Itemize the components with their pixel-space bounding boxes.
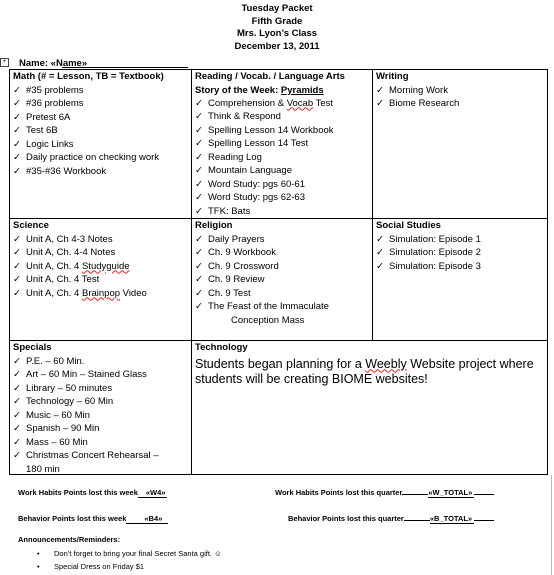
list-item: ✓ Reading Log xyxy=(195,151,262,163)
list-item: ✓ Unit A, Ch. 4 Brainpop Video xyxy=(13,287,147,299)
checkmark-icon: ✓ xyxy=(195,260,203,272)
list-item: ✓ Comprehension & Vocab Test xyxy=(195,97,333,109)
list-item: ✓ Unit A, Ch. 4-4 Notes xyxy=(13,247,116,258)
checkmark-icon: ✓ xyxy=(195,287,203,299)
checkmark-icon: ✓ xyxy=(195,178,203,190)
work-habits-week: Work Habits Points lost this week «W4» xyxy=(18,488,166,497)
specials-title: Specials xyxy=(13,342,52,353)
header-title: Tuesday Packet xyxy=(241,3,313,14)
list-item: ✓ #36 problems xyxy=(13,98,84,109)
list-item: ✓ Spanish – 90 Min xyxy=(13,423,100,434)
specials-cell xyxy=(9,340,192,475)
bullet-icon: • xyxy=(37,549,40,558)
list-item: ✓ Logic Links xyxy=(13,138,74,150)
checkmark-icon: ✓ xyxy=(13,152,21,163)
science-cell xyxy=(9,218,192,341)
list-item: ✓ P.E. – 60 Min. xyxy=(13,355,85,367)
list-item: ✓ Unit A, Ch. 4 Test xyxy=(13,274,100,285)
list-item: ✓ Spelling Lesson 14 Workbook xyxy=(195,124,334,136)
announcement-item: • Don’t forget to bring your final Secret Santa gift. ☺ xyxy=(37,549,222,558)
checkmark-icon: ✓ xyxy=(376,98,384,109)
announcements-list xyxy=(37,547,222,573)
checkmark-icon: ✓ xyxy=(13,165,21,177)
list-item: ✓ Ch. 9 Test xyxy=(195,287,251,299)
religion-cell xyxy=(191,218,373,341)
checkmark-icon: ✓ xyxy=(376,247,384,258)
bullet-icon: • xyxy=(37,562,40,571)
announcements-title: Announcements/Reminders: xyxy=(18,535,121,544)
checkmark-icon: ✓ xyxy=(13,423,21,434)
list-item: ✓ Morning Work xyxy=(376,84,448,96)
checkmark-icon: ✓ xyxy=(195,274,203,285)
name-field: Name: «Name» xyxy=(19,58,88,69)
behavior-week: Behavior Points lost this week «B4» xyxy=(18,514,168,523)
table-move-handle-icon[interactable]: + xyxy=(0,58,9,67)
behavior-quarter: Behavior Points lost this quarter «B_TOTAL» xyxy=(288,514,494,523)
checkmark-icon: ✓ xyxy=(13,111,21,123)
list-item: ✓ #35-#36 Workbook xyxy=(13,165,107,177)
list-item: ✓ Mass – 60 Min xyxy=(13,436,88,448)
header-class: Mrs. Lyon’s Class xyxy=(236,28,318,39)
work-habits-quarter-value: «W_TOTAL» xyxy=(428,488,473,497)
checkmark-icon: ✓ xyxy=(195,124,203,136)
list-item: ✓ Biome Research xyxy=(376,98,460,109)
checkmark-icon: ✓ xyxy=(13,436,21,448)
reading-cell xyxy=(191,69,373,219)
checkmark-icon: ✓ xyxy=(376,233,384,245)
checkmark-icon: ✓ xyxy=(195,247,203,258)
writing-cell xyxy=(372,69,548,219)
technology-title: Technology xyxy=(195,342,248,353)
checkmark-icon: ✓ xyxy=(13,125,21,136)
checkmark-icon: ✓ xyxy=(376,84,384,96)
checkmark-icon: ✓ xyxy=(13,98,21,109)
checkmark-icon: ✓ xyxy=(13,355,21,367)
checkmark-icon: ✓ xyxy=(195,111,203,122)
checkmark-icon: ✓ xyxy=(195,205,203,217)
list-item: ✓ Music – 60 Min xyxy=(13,409,90,421)
checkmark-icon: ✓ xyxy=(13,396,21,407)
list-item: ✓ Simulation: Episode 3 xyxy=(376,260,481,272)
checkmark-icon: ✓ xyxy=(195,151,203,163)
list-item: ✓ Daily practice on checking work xyxy=(13,152,160,163)
list-item: ✓ Spelling Lesson 14 Test xyxy=(195,138,309,149)
behavior-week-value: «B4» xyxy=(126,514,168,524)
name-underline xyxy=(62,67,188,68)
list-item: ✓ Art – 60 Min – Stained Glass xyxy=(13,369,147,380)
list-item: ✓ Unit A, Ch. 4 Studyguide xyxy=(13,260,130,272)
checkmark-icon: ✓ xyxy=(195,97,203,109)
assignment-table xyxy=(9,69,548,475)
list-item: ✓ Test 6B xyxy=(13,125,58,136)
list-item: ✓ Library – 50 minutes xyxy=(13,382,113,394)
page-edge xyxy=(551,475,552,575)
header-date: December 13, 2011 xyxy=(234,40,320,52)
behavior-quarter-value: «B_TOTAL» xyxy=(429,514,473,523)
list-item: ✓ The Feast of the Immaculate xyxy=(195,301,329,312)
checkmark-icon: ✓ xyxy=(195,301,203,312)
list-item-continuation: 180 min xyxy=(26,463,60,475)
list-item: ✓ Mountain Language xyxy=(195,165,292,176)
checkmark-icon: ✓ xyxy=(13,84,21,96)
checkmark-icon: ✓ xyxy=(13,287,21,299)
social-studies-cell xyxy=(372,218,548,341)
reading-title: Reading / Vocab. / Language Arts xyxy=(195,71,345,82)
list-item: ✓ Daily Prayers xyxy=(195,233,265,245)
checkmark-icon: ✓ xyxy=(195,233,203,245)
checkmark-icon: ✓ xyxy=(13,260,21,272)
list-item: ✓ Pretest 6A xyxy=(13,111,71,123)
checkmark-icon: ✓ xyxy=(13,409,21,421)
list-item-continuation: Conception Mass xyxy=(231,314,305,326)
checkmark-icon: ✓ xyxy=(13,274,21,285)
work-habits-week-value: «W4» xyxy=(138,488,168,498)
writing-title: Writing xyxy=(376,71,409,82)
list-item: ✓ Think & Respond xyxy=(195,111,281,122)
religion-title: Religion xyxy=(195,220,233,231)
checkmark-icon: ✓ xyxy=(195,165,203,176)
list-item: ✓ Technology – 60 Min xyxy=(13,396,114,407)
list-item: ✓ Christmas Concert Rehearsal – xyxy=(13,450,159,461)
story-of-week: Story of the Week: Pyramids xyxy=(195,84,324,96)
math-title: Math (# = Lesson, TB = Textbook) xyxy=(13,71,164,82)
list-item: ✓ Word Study: pgs 60-61 xyxy=(195,178,305,190)
list-item: ✓ Word Study: pgs 62-63 xyxy=(195,192,305,203)
checkmark-icon: ✓ xyxy=(13,382,21,394)
social-studies-title: Social Studies xyxy=(376,220,441,231)
story-name: Pyramids xyxy=(280,84,324,96)
list-item: ✓ Simulation: Episode 2 xyxy=(376,247,481,258)
checkmark-icon: ✓ xyxy=(13,138,21,150)
work-habits-quarter: Work Habits Points lost this quarter «W_TOTAL» xyxy=(275,488,494,497)
list-item: ✓ Unit A, Ch 4-3 Notes xyxy=(13,233,113,245)
checkmark-icon: ✓ xyxy=(13,450,21,461)
list-item: ✓ Ch. 9 Crossword xyxy=(195,260,279,272)
list-item: ✓ Ch. 9 Workbook xyxy=(195,247,276,258)
packet-header xyxy=(0,3,554,53)
list-item: ✓ TFK: Bats xyxy=(195,205,251,217)
list-item: ✓ Ch. 9 Review xyxy=(195,274,265,285)
list-item: ✓ Simulation: Episode 1 xyxy=(376,233,481,245)
checkmark-icon: ✓ xyxy=(195,192,203,203)
checkmark-icon: ✓ xyxy=(13,369,21,380)
checkmark-icon: ✓ xyxy=(376,260,384,272)
announcement-item: • Special Dress on Friday $1 xyxy=(37,562,145,571)
math-cell xyxy=(9,69,192,219)
header-grade: Fifth Grade xyxy=(251,15,303,27)
technology-cell xyxy=(191,340,548,475)
science-title: Science xyxy=(13,220,49,231)
technology-description: Students began planning for a Weebly Website project where students will be creating BIOME websites! xyxy=(195,356,534,386)
checkmark-icon: ✓ xyxy=(13,247,21,258)
checkmark-icon: ✓ xyxy=(13,233,21,245)
checkmark-icon: ✓ xyxy=(195,138,203,149)
list-item: ✓ #35 problems xyxy=(13,84,84,96)
